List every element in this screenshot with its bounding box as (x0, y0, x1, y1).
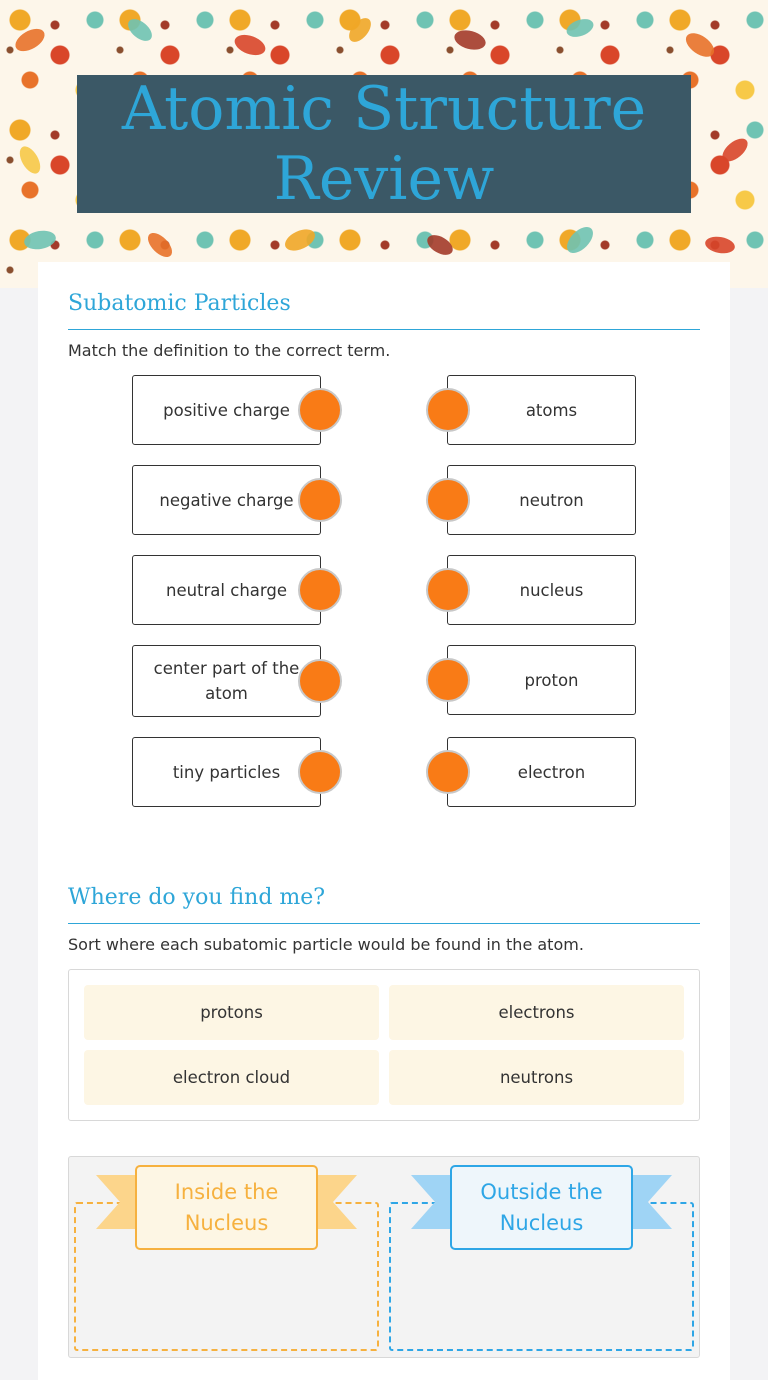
sorting-instructions: Sort where each subatomic particle would be found in the atom. (68, 935, 584, 954)
matching-instructions: Match the definition to the correct term. (68, 341, 391, 360)
match-connector-left[interactable] (298, 568, 342, 612)
match-left-item[interactable]: center part of the atom (132, 645, 321, 717)
worksheet-title-line2: Review (273, 144, 495, 214)
match-connector-right[interactable] (426, 388, 470, 432)
match-right-item[interactable]: electron (447, 737, 636, 807)
section-divider (68, 923, 700, 924)
match-left-item[interactable]: tiny particles (132, 737, 321, 807)
worksheet-title-line1: Atomic Structure (121, 74, 647, 144)
sort-chip[interactable]: electron cloud (84, 1050, 379, 1105)
match-connector-right[interactable] (426, 658, 470, 702)
section-divider (68, 329, 700, 330)
match-left-item[interactable]: negative charge (132, 465, 321, 535)
match-left-item[interactable]: neutral charge (132, 555, 321, 625)
section-heading-subatomic-particles: Subatomic Particles (68, 291, 291, 316)
match-connector-right[interactable] (426, 750, 470, 794)
match-right-item[interactable]: proton (447, 645, 636, 715)
sort-chip[interactable]: electrons (389, 985, 684, 1040)
bin-label-line: Outside the (480, 1179, 603, 1204)
match-left-item[interactable]: positive charge (132, 375, 321, 445)
sort-chip[interactable]: neutrons (389, 1050, 684, 1105)
match-connector-left[interactable] (298, 388, 342, 432)
match-right-item[interactable]: nucleus (447, 555, 636, 625)
match-right-item[interactable]: atoms (447, 375, 636, 445)
bin-label-line: Nucleus (184, 1210, 269, 1235)
bin-label-outside-nucleus (450, 1165, 633, 1250)
bin-label-line: Nucleus (499, 1210, 584, 1235)
section-heading-where-do-you-find-me: Where do you find me? (68, 885, 326, 910)
match-connector-right[interactable] (426, 568, 470, 612)
worksheet-title-box (77, 75, 691, 213)
match-right-item[interactable]: neutron (447, 465, 636, 535)
match-connector-left[interactable] (298, 750, 342, 794)
match-connector-left[interactable] (298, 659, 342, 703)
bin-label-inside-nucleus (135, 1165, 318, 1250)
match-connector-right[interactable] (426, 478, 470, 522)
match-connector-left[interactable] (298, 478, 342, 522)
sort-chip[interactable]: protons (84, 985, 379, 1040)
bin-label-line: Inside the (174, 1179, 279, 1204)
